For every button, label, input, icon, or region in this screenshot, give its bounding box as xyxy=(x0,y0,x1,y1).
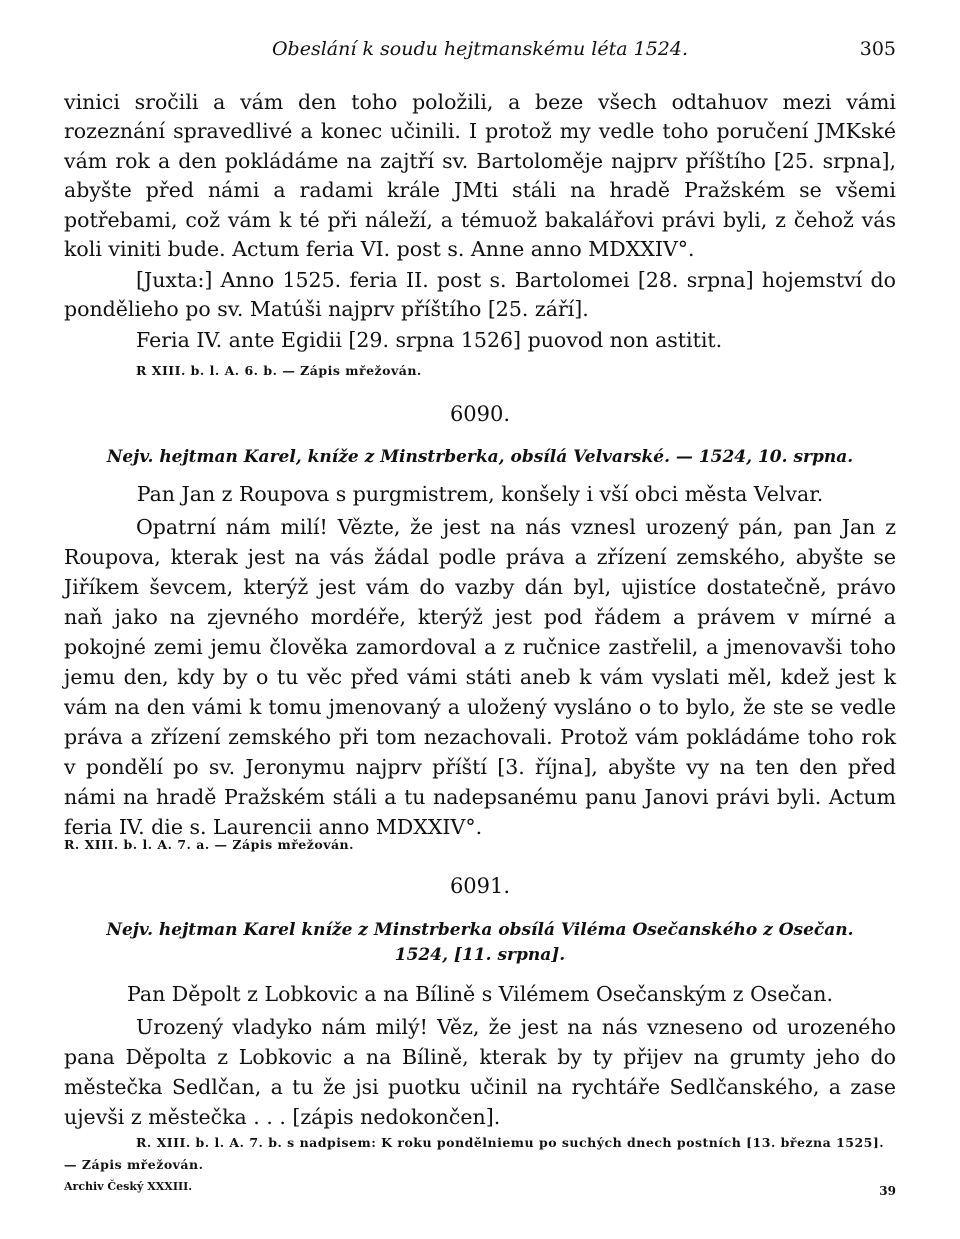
regest-6090: Nejv. hejtman Karel, kníže z Minstrberka, obsílá Velvarské. — 1524, 10. srpna. xyxy=(106,447,854,467)
source-note-6091-line2: — Zápis mřežován. xyxy=(64,1157,204,1172)
address-6091: Pan Děpolt z Lobkovic a na Bílině s Vilémem Osečanským z Osečan. xyxy=(126,982,833,1006)
running-title: Obeslání k soudu hejtmanskému léta 1524. xyxy=(271,38,688,60)
source-note-6090: R. XIII. b. l. A. 7. a. — Zápis mřežován. xyxy=(64,837,354,852)
document-number-6091: 6091. xyxy=(449,874,511,898)
text-6091: Urozený vladyko nám milý! Věz, že jest na nás vzneseno od urozeného pana Děpolta z Lobkovic a na Bílině, kterak by ty přijev na grumty jeho do městečka Sedlčan, a tu že jsi puotku učinil na rychtáře Sedlčanského, a zase ujevši z městečka . . . [zápis nedokončen]. xyxy=(64,1015,896,1129)
regest-6091-line1: Nejv. hejtman Karel kníže z Minstrberka obsílá Viléma Osečanského z Osečan. xyxy=(106,920,854,940)
source-note: R XIII. b. l. A. 6. b. — Zápis mřežován. xyxy=(136,363,422,378)
regest-6091-line2: 1524, [11. srpna]. xyxy=(394,945,566,965)
feria-line: Feria IV. ante Egidii [29. srpna 1526] puovod non astitit. xyxy=(136,328,723,352)
juxta-paragraph: [Juxta:] Anno 1525. feria II. post s. Bartolomei [28. srpna] hojemství do pondělieho po sv. Matúši najprv příštího [25. září]. xyxy=(64,268,896,322)
sheet-number: 39 xyxy=(879,1184,896,1198)
intro-paragraph: vinici sročili a vám den toho položili, a beze všech odtahuov mezi vámi rozeznání spravedlivé a konec učinili. I protož my vedle toho poručení JMKské vám rok a den pokládáme na zajtří sv. Bartoloměje najprv příštího [25. srpna], abyšte před námi a radami krále JMti stáli na hradě Pražském se všemi potřebami, což vám k té při náleží, a témuož bakalářovi právi byli, z čehož vás koli viniti bude. Actum feria VI. post s. Anne anno MDXXIV°. xyxy=(64,90,896,262)
running-header xyxy=(64,38,896,64)
document-number-6090: 6090. xyxy=(449,402,511,426)
address-6090: Pan Jan z Roupova s purgmistrem, konšely i vší obci města Velvar. xyxy=(136,482,824,506)
signature-mark: Archiv Český XXXIII. xyxy=(64,1180,193,1193)
source-note-6091-line1: R. XIII. b. l. A. 7. b. s nadpisem: K roku pondělniemu po suchých dnech postních [13. března 1525]. xyxy=(136,1135,885,1150)
text-6090: Opatrní nám milí! Vězte, že jest na nás vznesl urozený pán, pan Jan z Roupova, kterak jest na vás žádal podle práva a zřízení zemského, abyšte se Jiříkem ševcem, kterýž jest vám do vazby dán byl, ujistíce dostatečně, právo naň jako na zjevného mordéře, kterýž jest pod řádem a právem v mírné a pokojné zemi jemu člověka zamordoval a z ručnice zastřelil, a jmenovavši toho jemu den, kdy by o tu věc před vámi státi aneb k vám vyslati měl, kdež jest k vám na den vámi k tomu jmenovaný a uložený vysláno o to bylo, že ste se vedle práva a zřízení zemského při tom nezachovali. Protož vám pokládáme toho rok v pondělí po sv. Jeronymu najprv příští [3. října], abyšte vy na ten den před námi na hradě Pražském stáli a tu nadepsanému panu Janovi právi byli. Actum feria IV. die s. Laurencii anno MDXXIV°. xyxy=(64,515,896,839)
document-page xyxy=(64,0,896,1239)
page-number: 305 xyxy=(859,38,896,60)
